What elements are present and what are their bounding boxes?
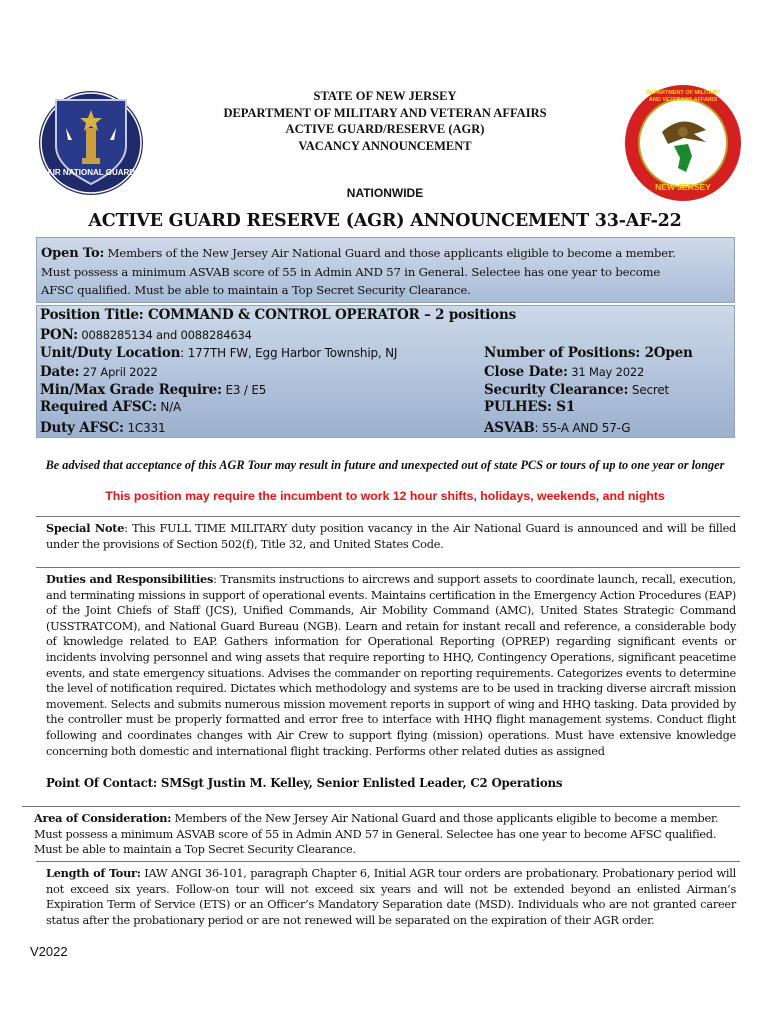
required-afsc-value: N/A: [156, 400, 182, 414]
position-title-label: Position Title:: [40, 307, 149, 323]
grade-value: E3 / E5: [221, 383, 267, 397]
duties-label: Duties and Responsibilities: [46, 572, 214, 586]
air-national-guard-seal: [36, 88, 146, 198]
special-note-section: [36, 516, 740, 552]
required-afsc-row: [40, 399, 181, 415]
close-date-row: [484, 364, 644, 380]
open-to-line-2: Must possess a minimum ASVAB score of 55 in Admin AND 57 in General. Selectee has one year to become: [41, 265, 661, 279]
length-of-tour-section: [36, 861, 740, 928]
open-to-line-1: Members of the New Jersey Air National Guard and those applicants eligible to become a member.: [104, 246, 676, 260]
unit-label: Unit/Duty Location: [40, 345, 181, 361]
area-label: Area of Consideration:: [34, 811, 172, 825]
poc-label: Point Of Contact:: [46, 776, 161, 790]
date-value: 27 April 2022: [79, 365, 158, 379]
duty-afsc-label: Duty AFSC:: [40, 420, 124, 436]
required-afsc-label: Required AFSC:: [40, 399, 157, 415]
positions-row: [484, 345, 693, 361]
header-line-3: ACTIVE GUARD/RESERVE (AGR): [285, 122, 485, 136]
area-of-consideration-section: [22, 806, 740, 858]
header-line-2: DEPARTMENT OF MILITARY AND VETERAN AFFAIRS: [223, 105, 547, 120]
duties-text: : Transmits instructions to aircrews and support assets to coordinate launch, recall, execution, and terminating missions in support of operational events. Maintains certification in the Emergency Action Procedures (EAP) of the Joint Chiefs of Staff (JCS), Unified Commands, Air Mobility Command (AMC), United States Strategic Command (USSTRATCOM), and National Guard Bureau (NGB). Learn and retain for instant recall and reference, a considerable body of knowledge related to EAP. Gathers information for Operational Reporting (OPREP) regarding significant events or incidents involving personnel and wing assets that require reporting to HHQ, Contingency Operations, significant peacetime events, and state emergency situations. Advises the commander on reporting requirements. Categorizes events to determine the level of notification required. Dictates which methodology and systems are to be used in tracking diverse aircraft mission movement. Selects and submits numerous mission movement reports in support of wing and HHQ tasking. Data provided by the controller must be properly formatted and error free to interface with HHQ flight management systems. Conduct flight following and coordinates changes with Air Crew to support flying (mission) operations. Must have extensive knowledge concerning both domestic and international flight tracking. Performs other related duties as assigned: [46, 573, 737, 758]
shift-warning: This position may require the incumbent to work 12 hour shifts, holidays, weekends, and nights: [105, 489, 665, 503]
clearance-row: [484, 382, 669, 398]
date-row: [40, 364, 158, 380]
pon-row: [40, 327, 252, 343]
nationwide-label: NATIONWIDE: [346, 186, 424, 200]
advisory-notice: Be advised that acceptance of this AGR Tour may result in future and unexpected out of state PCS or tours of up to one year or longer: [45, 458, 725, 472]
special-note-text: : This FULL TIME MILITARY duty position vacancy in the Air National Guard is announced and will be filled under the provisions of Section 502(f), Title 32, and United States Code.: [46, 522, 736, 551]
grade-row: [40, 382, 266, 398]
poc-value: SMSgt Justin M. Kelley, Senior Enlisted Leader, C2 Operations: [160, 776, 563, 790]
pulhes-label: PULHES:: [484, 399, 552, 415]
clearance-value: Secret: [628, 383, 670, 397]
close-date-label: Close Date:: [484, 364, 568, 380]
right-seal-ring-text: DEPARTMENT OF MILITARY AND VETERANS AFFAIRS: [646, 90, 720, 103]
open-to-line-3: AFSC qualified. Must be able to maintain a Top Secret Security Clearance.: [41, 283, 471, 297]
unit-row: [40, 345, 397, 361]
point-of-contact: [46, 776, 562, 790]
announcement-title: ACTIVE GUARD RESERVE (AGR) ANNOUNCEMENT 33-AF-22: [88, 211, 682, 231]
duty-afsc-value: 1C331: [123, 421, 166, 435]
asvab-value: : 55-A AND 57-G: [534, 421, 631, 435]
special-note-label: Special Note: [46, 521, 125, 535]
position-title-value: COMMAND & CONTROL OPERATOR – 2 positions: [148, 307, 516, 323]
position-title: [40, 307, 516, 323]
asvab-row: [484, 420, 630, 436]
positions-label: Number of Positions:: [484, 345, 645, 361]
grade-label: Min/Max Grade Require:: [40, 382, 222, 398]
version-label: V2022: [30, 944, 68, 959]
unit-value: : 177TH FW, Egg Harbor Township, NJ: [180, 346, 398, 360]
positions-value: 2Open: [644, 345, 693, 361]
pulhes-row: [484, 399, 575, 415]
agency-header: [150, 88, 620, 154]
duties-section: [36, 567, 740, 759]
left-seal-text: AIR NATIONAL GUARD: [46, 168, 136, 177]
open-to-box: [36, 237, 735, 303]
close-date-value: 31 May 2022: [567, 365, 645, 379]
clearance-label: Security Clearance:: [484, 382, 629, 398]
right-seal-text: NEW JERSEY: [655, 182, 711, 192]
pon-label: PON:: [40, 327, 78, 343]
area-text: Members of the New Jersey Air National Guard and those applicants eligible to become a member. Must possess a minimum ASVAB score of 55 in Admin AND 57 in General. Selectee has one year to become AFSC qualified. Must be able to maintain a Top Secret Security Clearance.: [34, 812, 719, 857]
asvab-label: ASVAB: [484, 420, 535, 436]
open-to-label: Open To:: [41, 246, 105, 261]
pon-value: 0088285134 and 0088284634: [77, 328, 252, 342]
open-to-text: [37, 238, 734, 299]
nj-dmava-seal: [622, 82, 744, 204]
header-line-4: VACANCY ANNOUNCEMENT: [298, 138, 472, 153]
pulhes-value: S1: [551, 399, 576, 415]
date-label: Date:: [40, 364, 80, 380]
tour-text: IAW ANGI 36-101, paragraph Chapter 6, Initial AGR tour orders are probationary. Probationary period will not exceed six years. Follow-on tour will not exceed six years and will not be extended beyond an enlisted Airman’s Expiration Term of Service (ETS) or an Officer’s Mandatory Separation date (MSD). Individuals who are not granted career status after the probationary period or are not renewed will be separated on the expiration of their AGR order.: [46, 867, 736, 927]
tour-label: Length of Tour:: [46, 866, 141, 880]
header-line-1: STATE OF NEW JERSEY: [313, 89, 457, 103]
duty-afsc-row: [40, 420, 165, 436]
